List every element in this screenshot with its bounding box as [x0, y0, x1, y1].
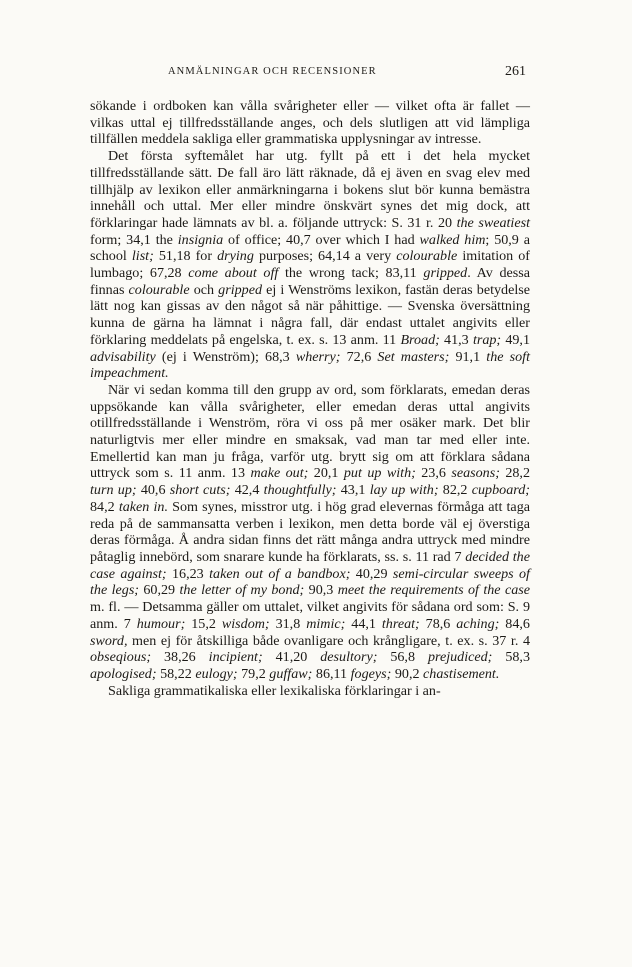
- italic-term: fogeys;: [350, 665, 392, 682]
- italic-term: short cuts;: [169, 482, 231, 499]
- italic-term: walked him: [419, 231, 486, 248]
- italic-term: Set masters;: [377, 348, 450, 365]
- running-head: ANMÄLNINGAR OCH RECENSIONER: [168, 66, 377, 77]
- paragraph: Det första syftemålet har utg. fyllt på ett i det hela mycket tillfredsställande sätt. De fall äro lätt räknade, då ej även en svag elev med tillhjälp av lexikon eller anmärkningarna i bokens slut bör kunna bemästra innehåll och uttal. Mer eller mindre önskvärt synes det mig dock, att förklaringar hade lämnats av bl. a. följande uttryck: S. 31 r. 20 the sweatiest form; 34,1 the insignia of office; 40,7 over which I had walked him; 50,9 a school list; 51,18 for drying purposes; 64,14 a very colourable imitation of lumbago; 67,28 come about off the wrong tack; 83,11 gripped. Av dessa finnas colourable och gripped ej i Wenströms lexikon, fastän deras betydelse lätt nog kan gissas av den något så när påhittige. — Svenska översättning kunna de gärna ha lämnat i några fall, där endast uttalet angivits eller förklaring meddelats på engelska, t. ex. s. 13 anm. 11 Broad; 41,3 trap; 49,1 advisability (ej i Wenström); 68,3 wherry; 72,6 Set masters; 91,1 the soft impeachment.: [90, 148, 531, 382]
- paragraph: Sakliga grammatikaliska eller lexikaliska förklaringar i an-: [108, 682, 441, 699]
- italic-term: seasons;: [451, 465, 500, 482]
- italic-term: the sweatiest: [456, 214, 531, 231]
- italic-term: gripped: [423, 265, 468, 282]
- italic-term: turn up;: [90, 482, 137, 499]
- italic-term: insignia: [177, 231, 224, 248]
- italic-term: wisdom;: [221, 615, 270, 632]
- italic-term: come about off: [188, 265, 279, 282]
- paragraph: sökande i ordboken kan vålla svårigheter eller — vilket ofta är fallet — vilkas uttal ej tillfredsställande anges, och dels slutligen att vid lämpliga tillfällen meddela sakliga eller grammatiska upplysningar av intresse.: [90, 98, 530, 148]
- italic-term: chastisement.: [423, 665, 500, 682]
- italic-term: guffaw;: [269, 665, 313, 682]
- italic-term: gripped: [218, 281, 262, 298]
- italic-term: list;: [131, 248, 154, 265]
- italic-term: drying: [217, 248, 254, 265]
- italic-term: colourable: [128, 281, 190, 298]
- italic-term: aching;: [456, 615, 500, 632]
- italic-term: sword,: [90, 632, 128, 649]
- italic-term: put up with;: [343, 465, 416, 482]
- italic-term: eulogy;: [195, 665, 238, 682]
- italic-term: the letter of my bond;: [179, 582, 305, 599]
- italic-term: trap;: [472, 331, 502, 348]
- italic-term: taken out of a bandbox;: [209, 565, 351, 582]
- italic-term: advisability: [90, 348, 156, 365]
- italic-term: wherry;: [295, 348, 341, 365]
- italic-term: lay up with;: [369, 482, 439, 499]
- paragraph: När vi sedan komma till den grupp av ord, som förklarats, emedan deras uppsökande kan vålla svårigheter, eller emedan deras uttal angivits otillfredsställande i Wenström, röra vi oss på mer osäker mark. Det blir naturligtvis mer eller mindre en smaksak, vad man tar med eller inte. Emellertid kan man ju fråga, varför utg. brytt sig om att förklara sådana uttryck som s. 11 anm. 13 make out; 20,1 put up with; 23,6 seasons; 28,2 turn up; 40,6 short cuts; 42,4 thoughtfully; 43,1 lay up with; 82,2 cupboard; 84,2 taken in. Som synes, misstror utg. i hög grad elevernas förmåga att taga reda på de sammansatta verben i lexikon, men detta borde väl ej överstiga deras förmåga. Å andra sidan finns det rätt många andra uttryck med mindre påtaglig innebörd, som snarare kunde ha förklarats, ss. s. 11 rad 7 decided the case against; 16,23 taken out of a bandbox; 40,29 semi-circular sweeps of the legs; 60,29 the letter of my bond; 90,3 meet the requirements of the case m. fl. — Detsamma gäller om uttalet, vilket angivits för sådana ord som: S. 9 anm. 7 humour; 15,2 wisdom; 31,8 mimic; 44,1 threat; 78,6 aching; 84,6 sword, men ej för åtskilliga både ovanligare och krångligare, t. ex. s. 37 r. 4 obseqious; 38,26 incipient; 41,20 desultory; 56,8 prejudiced; 58,3 apologised; 58,22 eulogy; 79,2 guffaw; 86,11 fogeys; 90,2 chastisement.: [90, 381, 530, 682]
- italic-term: obseqious;: [90, 649, 152, 666]
- italic-term: make out;: [250, 465, 309, 482]
- italic-term: threat;: [381, 615, 420, 632]
- italic-term: Broad;: [400, 331, 440, 348]
- italic-term: prejudiced;: [427, 649, 493, 666]
- italic-term: meet the requirements of the case: [337, 582, 530, 599]
- italic-term: incipient;: [208, 649, 263, 666]
- italic-term: semi-circular sweeps of the legs;: [90, 565, 530, 599]
- italic-term: thoughtfully;: [263, 482, 337, 499]
- italic-term: the soft impeachment.: [90, 348, 531, 382]
- italic-term: colourable: [396, 248, 458, 265]
- italic-term: humour;: [136, 615, 186, 632]
- italic-term: decided the case against;: [90, 548, 530, 582]
- italic-term: desultory;: [320, 649, 378, 666]
- italic-term: apologised;: [90, 665, 157, 682]
- italic-term: mimic;: [306, 615, 346, 632]
- page-number: 261: [505, 64, 526, 79]
- italic-term: cupboard;: [471, 482, 530, 499]
- body-text: [90, 98, 530, 699]
- italic-term: taken in.: [118, 498, 168, 515]
